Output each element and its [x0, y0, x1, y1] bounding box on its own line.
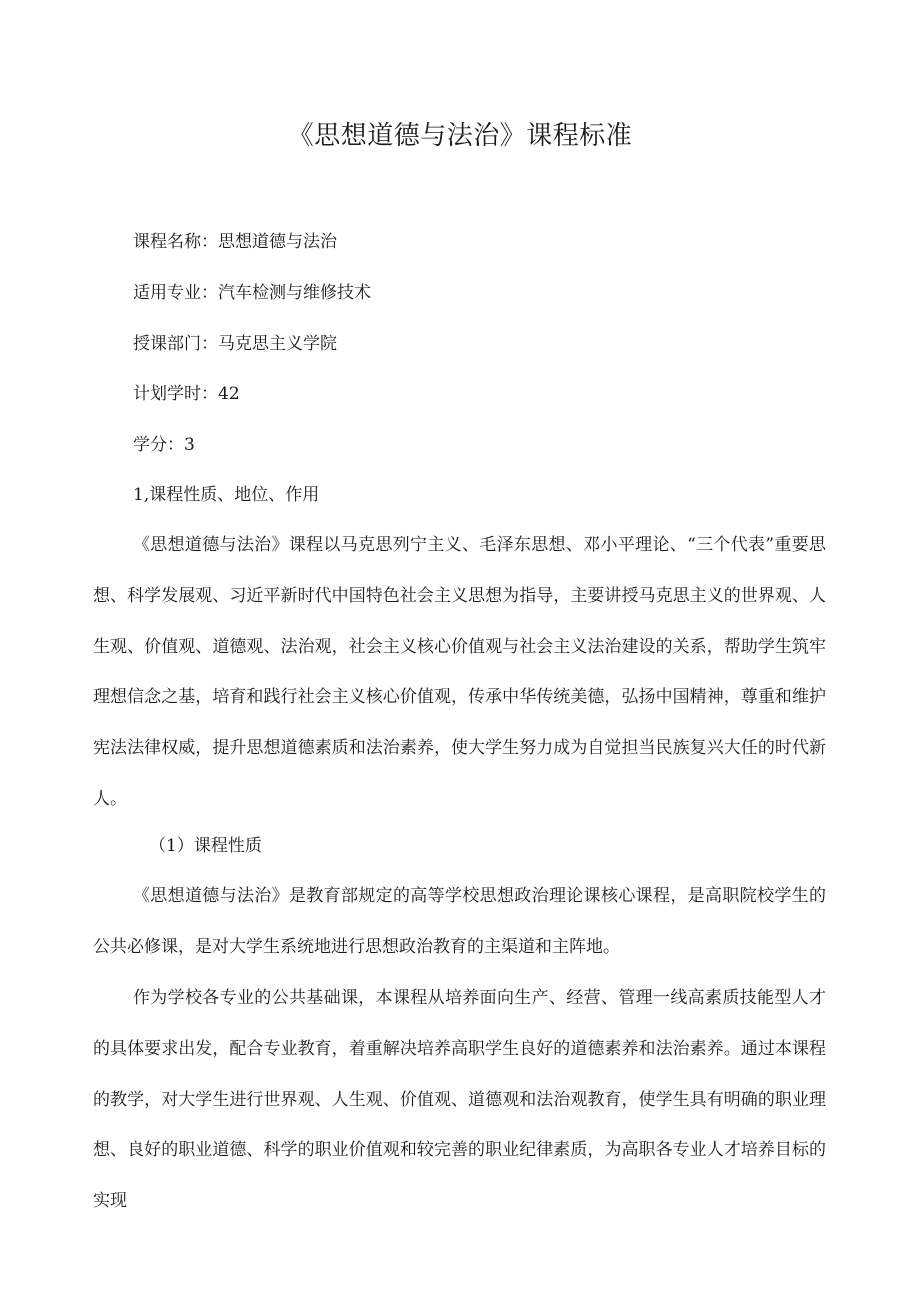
- meta-planned-hours: 计划学时：42: [133, 384, 240, 404]
- paragraph-course-nature-1: 《思想道德与法治》是教育部规定的高等学校思想政治理论课核心课程，是高职院校学生的公共必修课，是对大学生系统地进行思想政治教育的主渠道和主阵地。: [93, 886, 826, 957]
- paragraph-course-nature-2: 作为学校各专业的公共基础课，本课程从培养面向生产、经营、管理一线高素质技能型人才的具体要求出发，配合专业教育，着重解决培养高职学生良好的道德素养和法治素养。通过本课程的教学，对大学生进行世界观、人生观、价值观、道德观和法治观教育，使学生具有明确的职业理想、良好的职业道德、科学的职业价值观和较完善的职业纪律素质，为高职各专业人才培养目标的实现: [93, 988, 826, 1212]
- meta-course-name: 课程名称：思想道德与法治: [133, 232, 337, 252]
- paragraph-course-overview: 《思想道德与法治》课程以马克思列宁主义、毛泽东思想、邓小平理论、“三个代表”重要思想、科学发展观、习近平新时代中国特色社会主义思想为指导，主要讲授马克思主义的世界观、人生观、价值观、道德观、法治观，社会主义核心价值观与社会主义法治建设的关系，帮助学生筑牢理想信念之基，培育和践行社会主义核心价值观，传承中华传统美德，弘扬中国精神，尊重和维护宪法法律权威，提升思想道德素质和法治素养，使大学生努力成为自觉担当民族复兴大任的时代新人。: [93, 535, 826, 809]
- subsection-heading-course-nature: （1）课程性质: [149, 836, 262, 856]
- section-heading-nature-position-role: 1,课程性质、地位、作用: [133, 485, 320, 505]
- meta-applicable-major: 适用专业：汽车检测与维修技术: [133, 283, 371, 303]
- meta-teaching-department: 授课部门：马克思主义学院: [133, 334, 337, 354]
- document-title: 《思想道德与法治》课程标准: [287, 121, 633, 151]
- meta-credits: 学分：3: [133, 435, 195, 455]
